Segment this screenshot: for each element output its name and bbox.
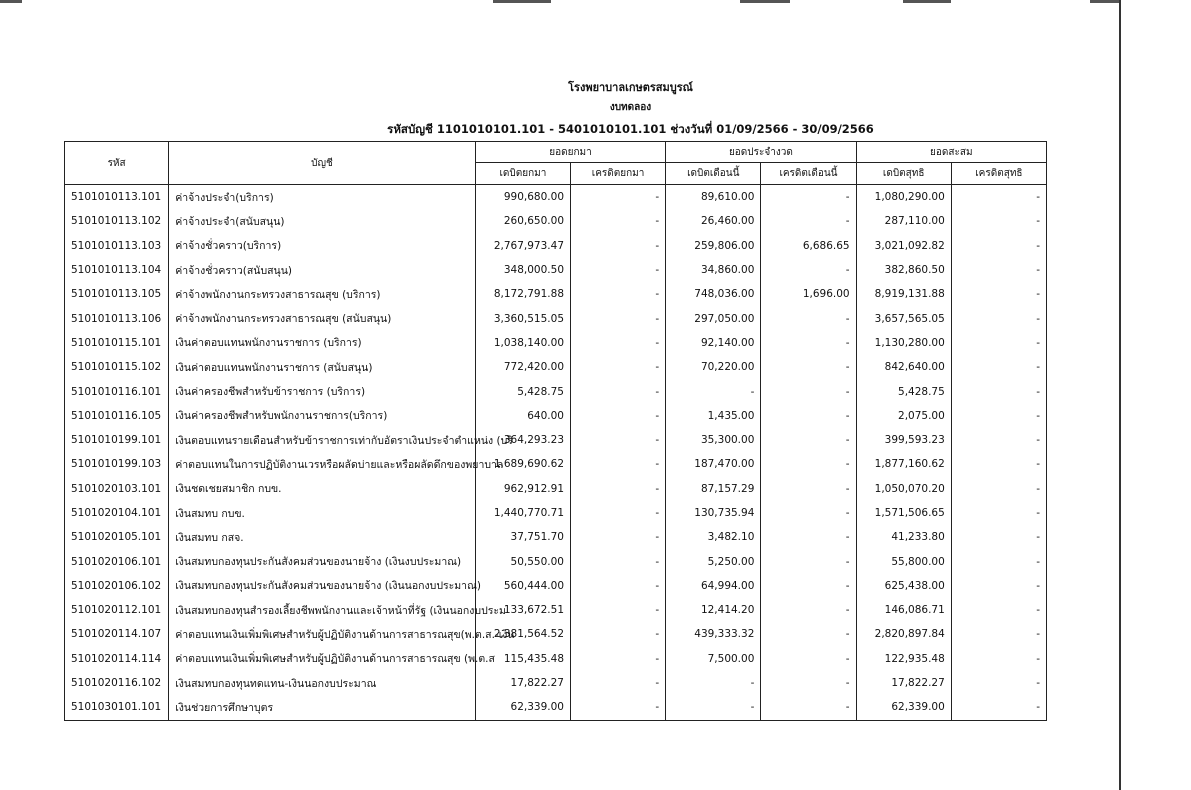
credit-brought-forward: - xyxy=(571,695,666,720)
credit-brought-forward: - xyxy=(571,598,666,622)
scan-artifact xyxy=(740,0,790,3)
debit-brought-forward: 115,435.48 xyxy=(475,647,570,671)
credit-brought-forward: - xyxy=(571,379,666,403)
debit-this-month: 70,220.00 xyxy=(666,355,761,379)
credit-this-month: - xyxy=(761,647,856,671)
account-name: เงินสมทบกองทุนประกันสังคมส่วนของนายจ้าง (เงินงบประมาณ) xyxy=(169,549,476,573)
account-code: 5101010113.104 xyxy=(65,258,169,282)
debit-this-month: 12,414.20 xyxy=(666,598,761,622)
credit-this-month: 1,696.00 xyxy=(761,282,856,306)
debit-this-month: 439,333.32 xyxy=(666,622,761,646)
table-row xyxy=(65,282,1047,306)
scan-artifact xyxy=(0,0,22,3)
page-edge xyxy=(1119,0,1121,790)
credit-this-month: - xyxy=(761,452,856,476)
credit-brought-forward: - xyxy=(571,331,666,355)
account-name: เงินสมทบ กสจ. xyxy=(169,525,476,549)
account-code: 5101010199.101 xyxy=(65,428,169,452)
account-name: ค่าจ้างชั่วคราว(บริการ) xyxy=(169,234,476,258)
debit-this-month: 3,482.10 xyxy=(666,525,761,549)
account-name: เงินสมทบกองทุนสำรองเลี้ยงชีพพนักงานและเจ้าหน้าที่รัฐ (เงินนอกงบประม xyxy=(169,598,476,622)
credit-brought-forward: - xyxy=(571,258,666,282)
debit-brought-forward: 364,293.23 xyxy=(475,428,570,452)
table-row xyxy=(65,647,1047,671)
debit-this-month: - xyxy=(666,379,761,403)
debit-net: 55,800.00 xyxy=(856,549,951,573)
header-credit-net: เครดิตสุทธิ xyxy=(951,163,1046,185)
table-row xyxy=(65,234,1047,258)
report-range: รหัสบัญชี 1101010101.101 - 5401010101.101 ช่วงวันที่ 01/09/2566 - 30/09/2566 xyxy=(387,122,874,136)
debit-brought-forward: 990,680.00 xyxy=(475,185,570,210)
table-row xyxy=(65,331,1047,355)
credit-net: - xyxy=(951,185,1046,210)
table-row xyxy=(65,428,1047,452)
debit-brought-forward: 2,381,564.52 xyxy=(475,622,570,646)
header-debit-month: เดบิตเดือนนี้ xyxy=(666,163,761,185)
debit-this-month: - xyxy=(666,671,761,695)
debit-net: 2,075.00 xyxy=(856,404,951,428)
header-group-cumulative: ยอดสะสม xyxy=(856,142,1046,163)
debit-net: 287,110.00 xyxy=(856,209,951,233)
debit-net: 8,919,131.88 xyxy=(856,282,951,306)
debit-brought-forward: 8,172,791.88 xyxy=(475,282,570,306)
account-code: 5101020114.107 xyxy=(65,622,169,646)
credit-net: - xyxy=(951,452,1046,476)
table-row xyxy=(65,671,1047,695)
debit-net: 2,820,897.84 xyxy=(856,622,951,646)
debit-brought-forward: 2,767,973.47 xyxy=(475,234,570,258)
credit-this-month: - xyxy=(761,209,856,233)
account-name: เงินสมทบกองทุนประกันสังคมส่วนของนายจ้าง (เงินนอกงบประมาณ) xyxy=(169,574,476,598)
account-code: 5101020105.101 xyxy=(65,525,169,549)
credit-brought-forward: - xyxy=(571,185,666,210)
credit-brought-forward: - xyxy=(571,622,666,646)
debit-brought-forward: 62,339.00 xyxy=(475,695,570,720)
account-name: เงินสมทบ กบข. xyxy=(169,501,476,525)
debit-net: 1,877,160.62 xyxy=(856,452,951,476)
debit-brought-forward: 348,000.50 xyxy=(475,258,570,282)
debit-net: 1,050,070.20 xyxy=(856,477,951,501)
account-name: เงินค่าตอบแทนพนักงานราชการ (บริการ) xyxy=(169,331,476,355)
debit-brought-forward: 640.00 xyxy=(475,404,570,428)
scan-artifact xyxy=(903,0,951,3)
credit-brought-forward: - xyxy=(571,647,666,671)
account-name: ค่าจ้างชั่วคราว(สนับสนุน) xyxy=(169,258,476,282)
table-row xyxy=(65,185,1047,210)
credit-net: - xyxy=(951,549,1046,573)
debit-this-month: 259,806.00 xyxy=(666,234,761,258)
account-code: 5101010113.102 xyxy=(65,209,169,233)
scan-artifact xyxy=(1090,0,1121,3)
credit-this-month: - xyxy=(761,695,856,720)
credit-this-month: - xyxy=(761,428,856,452)
credit-net: - xyxy=(951,331,1046,355)
credit-brought-forward: - xyxy=(571,282,666,306)
debit-brought-forward: 962,912.91 xyxy=(475,477,570,501)
debit-this-month: 92,140.00 xyxy=(666,331,761,355)
credit-brought-forward: - xyxy=(571,501,666,525)
credit-net: - xyxy=(951,477,1046,501)
table-row xyxy=(65,598,1047,622)
debit-brought-forward: 1,038,140.00 xyxy=(475,331,570,355)
account-name: เงินสมทบกองทุนทดแทน-เงินนอกงบประมาณ xyxy=(169,671,476,695)
table-row xyxy=(65,574,1047,598)
debit-this-month: 5,250.00 xyxy=(666,549,761,573)
credit-this-month: - xyxy=(761,185,856,210)
table-row xyxy=(65,209,1047,233)
header-group-brought-forward: ยอดยกมา xyxy=(475,142,665,163)
debit-net: 399,593.23 xyxy=(856,428,951,452)
credit-brought-forward: - xyxy=(571,549,666,573)
debit-net: 146,086.71 xyxy=(856,598,951,622)
debit-net: 3,657,565.05 xyxy=(856,306,951,330)
debit-brought-forward: 3,360,515.05 xyxy=(475,306,570,330)
account-name: ค่าจ้างพนักงานกระทรวงสาธารณสุข (สนับสนุน) xyxy=(169,306,476,330)
table-row xyxy=(65,695,1047,720)
debit-this-month: 35,300.00 xyxy=(666,428,761,452)
account-code: 5101020114.114 xyxy=(65,647,169,671)
account-code: 5101010113.103 xyxy=(65,234,169,258)
credit-net: - xyxy=(951,258,1046,282)
credit-net: - xyxy=(951,306,1046,330)
scan-artifact xyxy=(493,0,551,3)
credit-brought-forward: - xyxy=(571,525,666,549)
credit-this-month: - xyxy=(761,549,856,573)
table-row xyxy=(65,379,1047,403)
table-row xyxy=(65,501,1047,525)
account-name: เงินตอบแทนรายเดือนสำหรับข้าราชการเท่ากับอัตราเงินประจำตำแหน่ง (บริ xyxy=(169,428,476,452)
account-name: ค่าจ้างประจำ(บริการ) xyxy=(169,185,476,210)
credit-net: - xyxy=(951,647,1046,671)
table-row xyxy=(65,355,1047,379)
account-name: ค่าจ้างประจำ(สนับสนุน) xyxy=(169,209,476,233)
account-name: ค่าจ้างพนักงานกระทรวงสาธารณสุข (บริการ) xyxy=(169,282,476,306)
credit-brought-forward: - xyxy=(571,477,666,501)
credit-net: - xyxy=(951,209,1046,233)
credit-net: - xyxy=(951,501,1046,525)
table-row xyxy=(65,258,1047,282)
table-row xyxy=(65,622,1047,646)
credit-this-month: - xyxy=(761,331,856,355)
hospital-title: โรงพยาบาลเกษตรสมบูรณ์ xyxy=(568,81,693,94)
debit-this-month: 34,860.00 xyxy=(666,258,761,282)
credit-brought-forward: - xyxy=(571,209,666,233)
debit-net: 5,428.75 xyxy=(856,379,951,403)
table-row xyxy=(65,306,1047,330)
table-row xyxy=(65,525,1047,549)
credit-net: - xyxy=(951,525,1046,549)
credit-brought-forward: - xyxy=(571,428,666,452)
credit-brought-forward: - xyxy=(571,306,666,330)
header-account: บัญชี xyxy=(169,142,476,185)
account-code: 5101020116.102 xyxy=(65,671,169,695)
account-code: 5101020106.101 xyxy=(65,549,169,573)
debit-brought-forward: 50,550.00 xyxy=(475,549,570,573)
credit-this-month: - xyxy=(761,598,856,622)
debit-net: 842,640.00 xyxy=(856,355,951,379)
account-code: 5101010115.102 xyxy=(65,355,169,379)
credit-brought-forward: - xyxy=(571,452,666,476)
credit-this-month: - xyxy=(761,671,856,695)
account-code: 5101010113.106 xyxy=(65,306,169,330)
debit-brought-forward: 772,420.00 xyxy=(475,355,570,379)
debit-this-month: 87,157.29 xyxy=(666,477,761,501)
credit-this-month: - xyxy=(761,477,856,501)
credit-net: - xyxy=(951,598,1046,622)
account-name: เงินช่วยการศึกษาบุตร xyxy=(169,695,476,720)
account-code: 5101010113.105 xyxy=(65,282,169,306)
debit-net: 62,339.00 xyxy=(856,695,951,720)
credit-brought-forward: - xyxy=(571,574,666,598)
credit-brought-forward: - xyxy=(571,671,666,695)
credit-this-month: - xyxy=(761,306,856,330)
debit-this-month: 26,460.00 xyxy=(666,209,761,233)
debit-net: 1,130,280.00 xyxy=(856,331,951,355)
account-name: เงินค่าตอบแทนพนักงานราชการ (สนับสนุน) xyxy=(169,355,476,379)
debit-this-month: 748,036.00 xyxy=(666,282,761,306)
debit-net: 1,571,506.65 xyxy=(856,501,951,525)
credit-brought-forward: - xyxy=(571,234,666,258)
credit-net: - xyxy=(951,404,1046,428)
credit-this-month: - xyxy=(761,525,856,549)
credit-this-month: - xyxy=(761,574,856,598)
debit-net: 382,860.50 xyxy=(856,258,951,282)
debit-brought-forward: 1,440,770.71 xyxy=(475,501,570,525)
account-code: 5101010116.101 xyxy=(65,379,169,403)
header-debit-net: เดบิตสุทธิ xyxy=(856,163,951,185)
account-code: 5101020104.101 xyxy=(65,501,169,525)
report-title: งบทดลอง xyxy=(609,102,652,113)
credit-net: - xyxy=(951,671,1046,695)
account-name: ค่าตอบแทนในการปฏิบัติงานเวรหรือผลัดบ่ายและหรือผลัดดึกของพยาบาล xyxy=(169,452,476,476)
debit-net: 3,021,092.82 xyxy=(856,234,951,258)
debit-net: 41,233.80 xyxy=(856,525,951,549)
credit-this-month: - xyxy=(761,622,856,646)
account-code: 5101010116.105 xyxy=(65,404,169,428)
table-row xyxy=(65,404,1047,428)
debit-brought-forward: 5,428.75 xyxy=(475,379,570,403)
credit-net: - xyxy=(951,574,1046,598)
account-name: เงินค่าครองชีพสำหรับพนักงานราชการ(บริการ) xyxy=(169,404,476,428)
credit-this-month: - xyxy=(761,501,856,525)
credit-net: - xyxy=(951,428,1046,452)
table-row xyxy=(65,549,1047,573)
account-code: 5101020112.101 xyxy=(65,598,169,622)
credit-brought-forward: - xyxy=(571,404,666,428)
debit-this-month: 64,994.00 xyxy=(666,574,761,598)
credit-net: - xyxy=(951,282,1046,306)
header-credit-bf: เครดิตยกมา xyxy=(571,163,666,185)
debit-net: 122,935.48 xyxy=(856,647,951,671)
debit-brought-forward: 37,751.70 xyxy=(475,525,570,549)
table-row xyxy=(65,452,1047,476)
credit-this-month: - xyxy=(761,258,856,282)
header-debit-bf: เดบิตยกมา xyxy=(475,163,570,185)
account-code: 5101030101.101 xyxy=(65,695,169,720)
trial-balance-table xyxy=(64,141,1047,721)
debit-this-month: 130,735.94 xyxy=(666,501,761,525)
credit-this-month: 6,686.65 xyxy=(761,234,856,258)
account-code: 5101010115.101 xyxy=(65,331,169,355)
debit-this-month: 7,500.00 xyxy=(666,647,761,671)
credit-net: - xyxy=(951,379,1046,403)
debit-brought-forward: 560,444.00 xyxy=(475,574,570,598)
debit-this-month: 187,470.00 xyxy=(666,452,761,476)
account-code: 5101020103.101 xyxy=(65,477,169,501)
account-code: 5101010113.101 xyxy=(65,185,169,210)
debit-brought-forward: 260,650.00 xyxy=(475,209,570,233)
debit-this-month: 89,610.00 xyxy=(666,185,761,210)
debit-this-month: 297,050.00 xyxy=(666,306,761,330)
credit-this-month: - xyxy=(761,355,856,379)
credit-this-month: - xyxy=(761,379,856,403)
account-code: 5101020106.102 xyxy=(65,574,169,598)
account-code: 5101010199.103 xyxy=(65,452,169,476)
debit-brought-forward: 17,822.27 xyxy=(475,671,570,695)
debit-net: 625,438.00 xyxy=(856,574,951,598)
header-group-period: ยอดประจำงวด xyxy=(666,142,856,163)
credit-net: - xyxy=(951,695,1046,720)
account-name: เงินค่าครองชีพสำหรับข้าราชการ (บริการ) xyxy=(169,379,476,403)
credit-net: - xyxy=(951,355,1046,379)
header-credit-month: เครดิตเดือนนี้ xyxy=(761,163,856,185)
debit-brought-forward: 133,672.51 xyxy=(475,598,570,622)
account-name: ค่าตอบแทนเงินเพิ่มพิเศษสำหรับผู้ปฏิบัติงานด้านการสาธารณสุข(พ.ต.ส.-เงิน xyxy=(169,622,476,646)
account-name: ค่าตอบแทนเงินเพิ่มพิเศษสำหรับผู้ปฏิบัติงานด้านการสาธารณสุข (พ.ต.ส xyxy=(169,647,476,671)
credit-this-month: - xyxy=(761,404,856,428)
debit-net: 17,822.27 xyxy=(856,671,951,695)
account-name: เงินชดเชยสมาชิก กบข. xyxy=(169,477,476,501)
debit-brought-forward: 1,689,690.62 xyxy=(475,452,570,476)
credit-net: - xyxy=(951,622,1046,646)
credit-net: - xyxy=(951,234,1046,258)
debit-net: 1,080,290.00 xyxy=(856,185,951,210)
debit-this-month: 1,435.00 xyxy=(666,404,761,428)
header-code: รหัส xyxy=(65,142,169,185)
debit-this-month: - xyxy=(666,695,761,720)
table-row xyxy=(65,477,1047,501)
credit-brought-forward: - xyxy=(571,355,666,379)
